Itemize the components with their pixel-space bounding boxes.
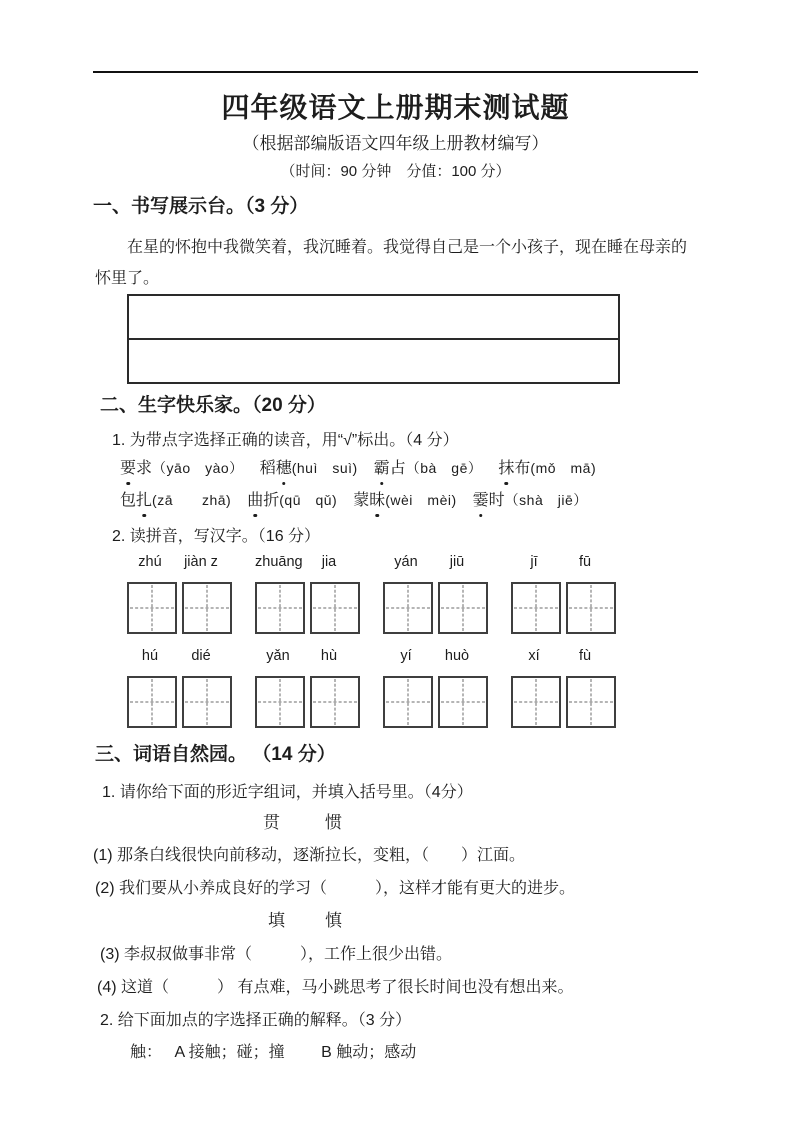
dotted-char: 霸	[373, 460, 390, 477]
reading-item	[120, 458, 244, 479]
char: 占	[389, 460, 406, 477]
char: 包	[120, 492, 137, 509]
handwriting-row	[129, 338, 618, 382]
fill-blank-item: (2) 我们要从小养成良好的学习（ ），这样才能有更大的进步。	[95, 880, 576, 897]
pinyin-box-pair	[255, 648, 360, 728]
pinyin-options: (huì suì)	[291, 460, 358, 476]
dotted-char: 曲	[247, 492, 264, 509]
similar-char-pair	[268, 911, 698, 931]
pinyin-label: fù	[578, 648, 592, 664]
section3-q2-prompt: 2. 给下面加点的字选择正确的解释。（3 分）	[100, 1012, 412, 1029]
character-grid-box	[255, 676, 305, 728]
character-grid-box	[310, 582, 360, 634]
pinyin-options: （bà gē）	[405, 460, 483, 476]
character-grid-box	[127, 582, 177, 634]
pinyin-label: yǎn	[266, 648, 290, 664]
pinyin-box-pair	[511, 554, 616, 634]
reading-item	[374, 458, 483, 479]
fill-blank-item: (3) 李叔叔做事非常（ ），工作上很少出错。	[100, 946, 453, 963]
reading-item	[353, 490, 456, 511]
section3-q1-prompt: 1. 请你给下面的形近字组词，并填入括号里。（4分）	[102, 784, 473, 801]
reading-item	[498, 458, 596, 479]
paper-title: 四年级语文上册期末测试题	[221, 92, 570, 123]
header-rule	[93, 71, 698, 73]
reading-choice-line	[120, 458, 698, 479]
character-grid-box	[383, 676, 433, 728]
dotted-char: 霎	[472, 492, 489, 509]
pinyin-options: （shà jiē）	[504, 492, 588, 508]
character-grid-box	[310, 676, 360, 728]
similar-char: 填	[268, 911, 285, 930]
reading-choice-line	[120, 490, 698, 511]
character-grid-box	[566, 582, 616, 634]
character-grid-box	[566, 676, 616, 728]
char: 蒙	[353, 492, 370, 509]
char: 求	[136, 460, 153, 477]
pinyin-label: xí	[528, 648, 540, 664]
reading-item	[473, 490, 588, 511]
pinyin-writing-row	[127, 554, 698, 634]
character-grid-box	[511, 582, 561, 634]
similar-char-pair	[263, 813, 698, 833]
similar-char: 贯	[263, 813, 280, 832]
pinyin-writing-row	[127, 648, 698, 728]
section2-q2-prompt: 2. 读拼音，写汉字。（16 分）	[112, 528, 321, 545]
fill-blank-item: (1) 那条白线很快向前移动，逐渐拉长，变粗，（ ）江面。	[93, 847, 526, 864]
character-grid-box	[511, 676, 561, 728]
pinyin-label: jia	[321, 554, 337, 570]
char: 稻	[259, 460, 276, 477]
reading-item	[247, 490, 337, 511]
copy-passage: 在星的怀抱中我微笑着，我沉睡着。我觉得自己是一个小孩子，现在睡在母亲的怀里了。	[95, 239, 688, 287]
similar-char: 慎	[325, 911, 342, 930]
pinyin-label: jī	[530, 554, 538, 570]
pinyin-label: fū	[578, 554, 592, 570]
pinyin-options: (mǒ mā)	[530, 460, 597, 476]
pinyin-box-pair	[127, 648, 232, 728]
character-grid-box	[182, 676, 232, 728]
similar-char: 惯	[325, 813, 342, 832]
pinyin-options: (zā zhā)	[152, 492, 232, 508]
character-grid-box	[255, 582, 305, 634]
pinyin-label: zhú	[138, 554, 162, 570]
time-score-line: （时间：90 分钟 分值：100 分）	[280, 163, 511, 180]
pinyin-options: (wèi mèi)	[385, 492, 457, 508]
character-grid-box	[182, 582, 232, 634]
pinyin-box-pair	[255, 554, 360, 634]
char: 折	[263, 492, 280, 509]
pinyin-label: jiū	[449, 554, 465, 570]
paper-subtitle: （根据部编版语文四年级上册教材编写）	[242, 134, 549, 153]
pinyin-label: yán	[394, 554, 418, 570]
character-grid-box	[438, 582, 488, 634]
pinyin-options: (qū qǔ)	[279, 492, 338, 508]
character-grid-box	[438, 676, 488, 728]
pinyin-label: dié	[191, 648, 211, 664]
section3-heading: 三、词语自然园。 （14 分）	[95, 744, 336, 765]
dotted-char: 扎	[136, 492, 153, 509]
reading-item	[260, 458, 358, 479]
pinyin-label: huò	[444, 648, 470, 664]
dotted-char: 昧	[369, 492, 386, 509]
pinyin-box-pair	[511, 648, 616, 728]
pinyin-box-pair	[383, 554, 488, 634]
dotted-char: 穗	[275, 460, 292, 477]
handwriting-row	[129, 296, 618, 338]
section2-q1-prompt: 1. 为带点字选择正确的读音，用“√”标出。（4 分）	[112, 432, 459, 449]
character-grid-box	[127, 676, 177, 728]
pinyin-label: zhuāng	[255, 554, 303, 570]
pinyin-label: hù	[320, 648, 338, 664]
section1-heading: 一、书写展示台。（3 分）	[93, 196, 309, 217]
pinyin-box-pair	[383, 648, 488, 728]
character-grid-box	[383, 582, 433, 634]
dotted-char: 要	[120, 460, 137, 477]
pinyin-box-pair	[127, 554, 232, 634]
fill-blank-item: (4) 这道（ ） 有点难，马小跳思考了很长时间也没有想出来。	[97, 979, 574, 996]
pinyin-label: hú	[141, 648, 159, 664]
char: 布	[514, 460, 531, 477]
pinyin-label: jiàn z	[184, 554, 218, 570]
pinyin-options: （yāo yào）	[152, 460, 244, 476]
char: 时	[488, 492, 505, 509]
handwriting-box	[127, 294, 620, 384]
section2-heading: 二、生字快乐家。（20 分）	[100, 395, 326, 416]
definition-choice-line: 触： A 接触；碰；撞 B 触动；感动	[130, 1044, 417, 1061]
reading-item	[120, 490, 231, 511]
pinyin-label: yí	[400, 648, 412, 664]
dotted-char: 抹	[498, 460, 515, 477]
